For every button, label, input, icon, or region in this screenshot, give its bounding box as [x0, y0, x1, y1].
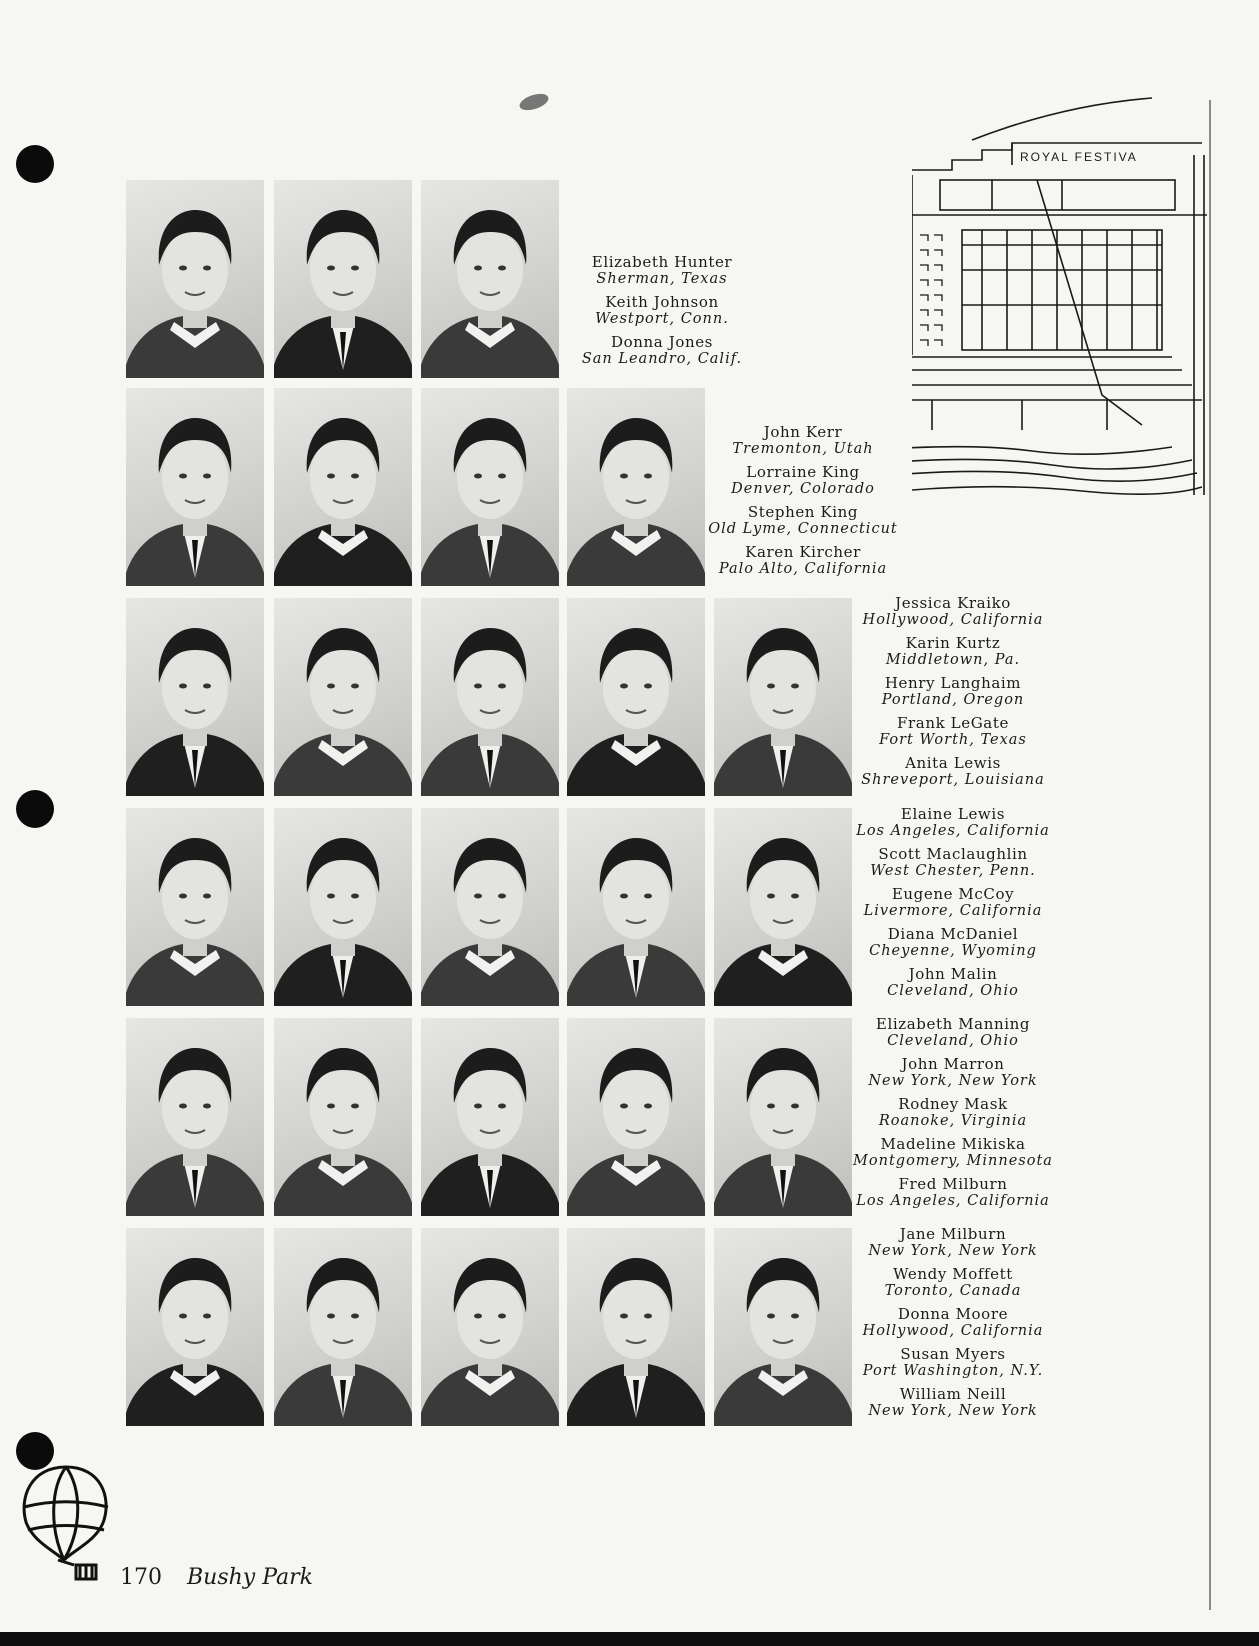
student-name: Anita Lewis	[905, 754, 1001, 772]
student-photo	[126, 388, 264, 586]
student-photo	[274, 1228, 412, 1426]
student-photo	[567, 1228, 705, 1426]
student-entry	[803, 805, 1103, 845]
student-entry	[803, 1015, 1103, 1055]
student-entry	[803, 1305, 1103, 1345]
student-name: Henry Langhaim	[884, 674, 1022, 692]
student-photo	[126, 180, 264, 378]
student-location: Los Angeles, California	[856, 823, 1050, 839]
student-location: Westport, Conn.	[595, 311, 729, 327]
student-name: Scott Maclaughlin	[878, 845, 1028, 863]
student-location: Tremonton, Utah	[732, 441, 874, 457]
student-name: Frank LeGate	[897, 714, 1009, 732]
student-entry	[653, 543, 953, 583]
student-entry	[653, 503, 953, 543]
student-name: Diana McDaniel	[887, 925, 1019, 943]
student-photo	[126, 808, 264, 1006]
student-entry	[803, 885, 1103, 925]
student-photo	[126, 598, 264, 796]
student-photo	[126, 1018, 264, 1216]
portrait-face	[310, 437, 376, 519]
portrait-face	[162, 857, 228, 939]
student-name: Donna Moore	[897, 1305, 1009, 1323]
student-photo	[421, 1228, 559, 1426]
portrait-face	[457, 647, 523, 729]
student-photo	[274, 388, 412, 586]
student-name: John Marron	[901, 1055, 1005, 1073]
portrait-face	[162, 1067, 228, 1149]
student-entry	[803, 1135, 1103, 1175]
caption-group	[803, 805, 1103, 1005]
ink-smudge	[518, 91, 551, 114]
student-location: West Chester, Penn.	[870, 863, 1036, 879]
student-name: Susan Myers	[900, 1345, 1006, 1363]
student-entry	[803, 1225, 1103, 1265]
balloon-icon	[16, 1462, 116, 1582]
student-location: Cleveland, Ohio	[887, 983, 1019, 999]
student-entry	[803, 1385, 1103, 1425]
student-name: Keith Johnson	[605, 293, 719, 311]
student-photo	[567, 808, 705, 1006]
student-entry	[803, 1175, 1103, 1215]
student-name: John Kerr	[763, 423, 843, 441]
student-entry	[803, 925, 1103, 965]
student-entry	[803, 714, 1103, 754]
caption-group	[653, 423, 953, 583]
student-name: Eugene McCoy	[891, 885, 1015, 903]
portrait-face	[162, 647, 228, 729]
student-name: Rodney Mask	[898, 1095, 1008, 1113]
student-name: Madeline Mikiska	[880, 1135, 1026, 1153]
student-entry	[803, 1095, 1103, 1135]
student-location: Middletown, Pa.	[885, 652, 1021, 668]
portrait-face	[457, 1067, 523, 1149]
student-location: Old Lyme, Connecticut	[708, 521, 898, 537]
student-photo	[274, 180, 412, 378]
student-name: Stephen King	[747, 503, 859, 521]
binder-hole-middle	[16, 790, 54, 828]
student-name: Elizabeth Manning	[875, 1015, 1031, 1033]
student-name: John Malin	[908, 965, 998, 983]
building-sign-text: ROYAL FESTIVA	[1020, 150, 1138, 164]
bottom-border	[0, 1632, 1259, 1646]
portrait-face	[162, 229, 228, 311]
portrait-face	[310, 229, 376, 311]
student-entry	[512, 333, 812, 373]
portrait-face	[162, 437, 228, 519]
building-sketch	[912, 95, 1212, 535]
page-footer	[120, 1565, 313, 1590]
student-entry	[803, 1345, 1103, 1385]
student-entry	[512, 293, 812, 333]
student-location: New York, New York	[868, 1243, 1038, 1259]
student-photo	[421, 598, 559, 796]
portrait-face	[457, 857, 523, 939]
student-entry	[803, 845, 1103, 885]
student-location: Sherman, Texas	[596, 271, 728, 287]
student-photo	[421, 808, 559, 1006]
student-photo	[126, 1228, 264, 1426]
student-name: Karin Kurtz	[905, 634, 1001, 652]
student-location: Cheyenne, Wyoming	[869, 943, 1037, 959]
student-photo	[274, 808, 412, 1006]
student-entry	[803, 594, 1103, 634]
caption-group	[803, 594, 1103, 794]
student-photo	[274, 1018, 412, 1216]
student-photo	[421, 1018, 559, 1216]
student-name: William Neill	[899, 1385, 1007, 1403]
student-location: Toronto, Canada	[884, 1283, 1022, 1299]
student-photo	[567, 1018, 705, 1216]
portrait-face	[310, 857, 376, 939]
caption-group	[512, 253, 812, 373]
caption-group	[803, 1225, 1103, 1425]
student-entry	[803, 965, 1103, 1005]
portrait-face	[457, 1277, 523, 1359]
student-name: Wendy Moffett	[893, 1265, 1013, 1283]
student-location: Los Angeles, California	[856, 1193, 1050, 1209]
page-number: 170	[120, 1565, 162, 1590]
student-location: San Leandro, Calif.	[581, 351, 743, 367]
student-entry	[512, 253, 812, 293]
student-location: Denver, Colorado	[731, 481, 875, 497]
student-name: Fred Milburn	[898, 1175, 1008, 1193]
student-location: Palo Alto, California	[718, 561, 888, 577]
student-entry	[653, 423, 953, 463]
portrait-face	[603, 857, 669, 939]
student-name: Jessica Kraiko	[895, 594, 1011, 612]
student-location: Portland, Oregon	[881, 692, 1025, 708]
student-entry	[803, 1265, 1103, 1305]
student-name: Jane Milburn	[899, 1225, 1007, 1243]
footer-title: Bushy Park	[187, 1565, 313, 1590]
student-location: New York, New York	[868, 1403, 1038, 1419]
portrait-face	[603, 1067, 669, 1149]
student-location: Livermore, California	[863, 903, 1043, 919]
student-location: Port Washington, N.Y.	[862, 1363, 1044, 1379]
student-location: Hollywood, California	[862, 612, 1044, 628]
portrait-face	[457, 437, 523, 519]
student-entry	[803, 754, 1103, 794]
portrait-face	[162, 1277, 228, 1359]
portrait-face	[310, 1277, 376, 1359]
student-location: Roanoke, Virginia	[878, 1113, 1028, 1129]
student-name: Karen Kircher	[745, 543, 861, 561]
student-name: Donna Jones	[611, 333, 713, 351]
student-entry	[803, 674, 1103, 714]
student-name: Lorraine King	[746, 463, 860, 481]
student-entry	[653, 463, 953, 503]
student-photo	[421, 388, 559, 586]
student-location: Shreveport, Louisiana	[861, 772, 1045, 788]
portrait-face	[310, 647, 376, 729]
student-entry	[803, 1055, 1103, 1095]
student-location: New York, New York	[868, 1073, 1038, 1089]
caption-group	[803, 1015, 1103, 1215]
student-photo	[567, 598, 705, 796]
binder-hole-top	[16, 145, 54, 183]
student-location: Montgomery, Minnesota	[853, 1153, 1053, 1169]
student-name: Elizabeth Hunter	[591, 253, 733, 271]
portrait-face	[603, 647, 669, 729]
student-name: Elaine Lewis	[900, 805, 1006, 823]
student-location: Fort Worth, Texas	[879, 732, 1027, 748]
student-location: Cleveland, Ohio	[887, 1033, 1019, 1049]
portrait-face	[603, 1277, 669, 1359]
student-location: Hollywood, California	[862, 1323, 1044, 1339]
student-photo	[274, 598, 412, 796]
portrait-face	[310, 1067, 376, 1149]
student-entry	[803, 634, 1103, 674]
